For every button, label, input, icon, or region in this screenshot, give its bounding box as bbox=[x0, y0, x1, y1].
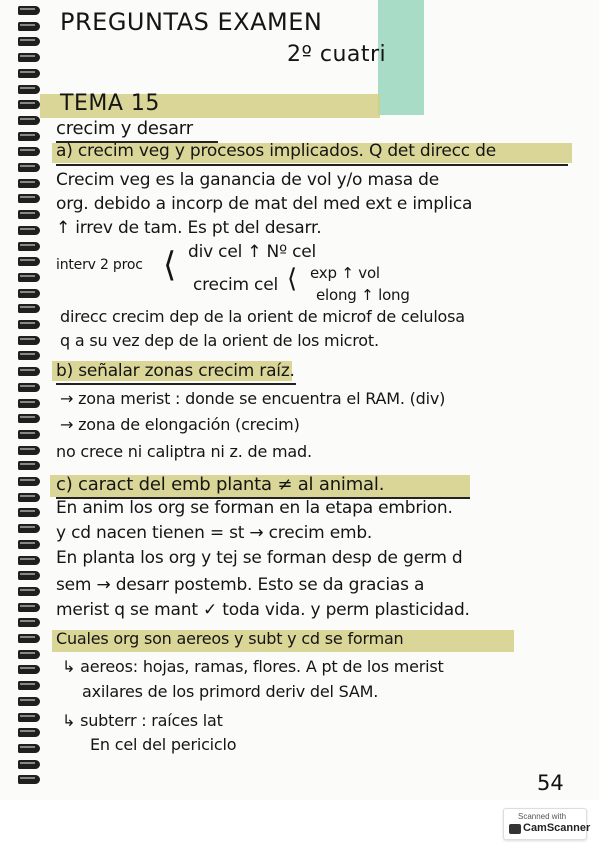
badge-name: CamScanner bbox=[523, 822, 591, 834]
answer-a-line4: direcc crecim dep de la orient de microf de celulosa bbox=[60, 307, 465, 326]
answer-a-line5: q a su vez dep de la orient de los microt. bbox=[60, 331, 379, 350]
spiral-ring bbox=[18, 320, 40, 329]
spiral-ring bbox=[18, 587, 40, 596]
answer-d-line3: ↳ subterr : raíces lat bbox=[62, 711, 223, 730]
spiral-ring bbox=[18, 414, 40, 423]
answer-d-line1: ↳ aereos: hojas, ramas, flores. A pt de los merist bbox=[62, 657, 444, 676]
spiral-ring bbox=[18, 304, 40, 313]
spiral-ring bbox=[18, 508, 40, 517]
camscanner-logo-icon bbox=[509, 824, 521, 834]
answer-b-line2: → zona de elongación (crecim) bbox=[60, 415, 300, 434]
answer-c-line5: merist q se mant ✓ toda vida. y perm plasticidad. bbox=[56, 600, 470, 620]
spiral-ring bbox=[18, 100, 40, 109]
spiral-ring bbox=[18, 6, 40, 15]
spiral-ring bbox=[18, 85, 40, 94]
spiral-ring bbox=[18, 665, 40, 674]
brace-left: ⟨ bbox=[163, 245, 177, 285]
spiral-ring bbox=[18, 273, 40, 282]
spiral-ring bbox=[18, 728, 40, 737]
spiral-ring bbox=[18, 257, 40, 266]
spiral-ring bbox=[18, 744, 40, 753]
answer-c-line2: y cd nacen tienen = st → crecim emb. bbox=[56, 523, 373, 543]
answer-c-line3: En planta los org y tej se forman desp de germ d bbox=[56, 548, 463, 568]
answer-c-line4: sem → desarr postemb. Esto se da gracias a bbox=[56, 575, 425, 595]
spiral-ring bbox=[18, 524, 40, 533]
question-d: Cuales org son aereos y subt y cd se forman bbox=[56, 629, 404, 648]
spiral-ring bbox=[18, 603, 40, 612]
question-b-underline bbox=[56, 383, 296, 385]
question-a-underline bbox=[56, 164, 568, 166]
spiral-ring bbox=[18, 461, 40, 470]
spiral-ring bbox=[18, 37, 40, 46]
answer-a-line1: Crecim veg es la ganancia de vol y/o masa de bbox=[56, 170, 439, 190]
answer-d-line4: En cel del periciclo bbox=[90, 735, 237, 754]
spiral-ring bbox=[18, 367, 40, 376]
question-a: a) crecim veg y procesos implicados. Q det direcc de bbox=[56, 141, 497, 161]
spiral-ring bbox=[18, 132, 40, 141]
brace-inner: ⟨ bbox=[287, 264, 298, 294]
answer-c-line1: En anim los org se forman en la etapa embrion. bbox=[56, 498, 453, 518]
spiral-ring bbox=[18, 163, 40, 172]
badge-top-text: Scanned with bbox=[518, 812, 567, 821]
answer-a-line3: ↑ irrev de tam. Es pt del desarr. bbox=[56, 218, 322, 238]
spiral-ring bbox=[18, 194, 40, 203]
spiral-ring bbox=[18, 650, 40, 659]
spiral-ring bbox=[18, 571, 40, 580]
spiral-ring bbox=[18, 53, 40, 62]
spiral-ring bbox=[18, 430, 40, 439]
answer-b-line3: no crece ni caliptra ni z. de mad. bbox=[56, 442, 312, 461]
spiral-ring bbox=[18, 446, 40, 455]
spiral-ring bbox=[18, 179, 40, 188]
spiral-ring bbox=[18, 383, 40, 392]
answer-d-line2: axilares de los primord deriv del SAM. bbox=[82, 682, 379, 701]
page-subtitle: 2º cuatri bbox=[287, 42, 387, 67]
spiral-ring bbox=[18, 289, 40, 298]
page-number: 54 bbox=[537, 771, 564, 795]
question-c: c) caract del emb planta ≠ al animal. bbox=[56, 474, 385, 495]
answer-a-interv: interv 2 proc bbox=[56, 257, 143, 273]
spiral-ring bbox=[18, 147, 40, 156]
spiral-ring bbox=[18, 760, 40, 769]
spiral-ring bbox=[18, 351, 40, 360]
tema-title: crecim y desarr bbox=[56, 118, 193, 139]
spiral-ring bbox=[18, 618, 40, 627]
page-title: PREGUNTAS EXAMEN bbox=[60, 8, 323, 36]
tema-label: TEMA 15 bbox=[60, 91, 160, 116]
question-b: b) señalar zonas crecim raíz. bbox=[56, 361, 295, 381]
spiral-ring bbox=[18, 210, 40, 219]
spiral-ring bbox=[18, 399, 40, 408]
spiral-ring bbox=[18, 634, 40, 643]
spiral-ring bbox=[18, 22, 40, 31]
answer-a-sub2: elong ↑ long bbox=[316, 286, 410, 304]
spiral-ring bbox=[18, 775, 40, 784]
spiral-ring bbox=[18, 116, 40, 125]
spiral-ring bbox=[18, 713, 40, 722]
spiral-ring bbox=[18, 493, 40, 502]
spiral-ring bbox=[18, 226, 40, 235]
answer-a-line2: org. debido a incorp de mat del med ext e implica bbox=[56, 194, 473, 214]
spiral-ring bbox=[18, 681, 40, 690]
spiral-ring bbox=[18, 477, 40, 486]
answer-a-branch1: div cel ↑ Nº cel bbox=[188, 242, 317, 262]
spiral-binding bbox=[0, 0, 48, 800]
answer-b-line1: → zona merist : donde se encuentra el RAM. (div) bbox=[60, 389, 446, 408]
spiral-ring bbox=[18, 540, 40, 549]
spiral-ring bbox=[18, 336, 40, 345]
spiral-ring bbox=[18, 242, 40, 251]
spiral-ring bbox=[18, 556, 40, 565]
answer-a-sub1: exp ↑ vol bbox=[310, 264, 380, 282]
answer-a-branch2: crecim cel bbox=[193, 275, 278, 295]
spiral-ring bbox=[18, 69, 40, 78]
camscanner-badge bbox=[503, 808, 591, 840]
spiral-ring bbox=[18, 697, 40, 706]
